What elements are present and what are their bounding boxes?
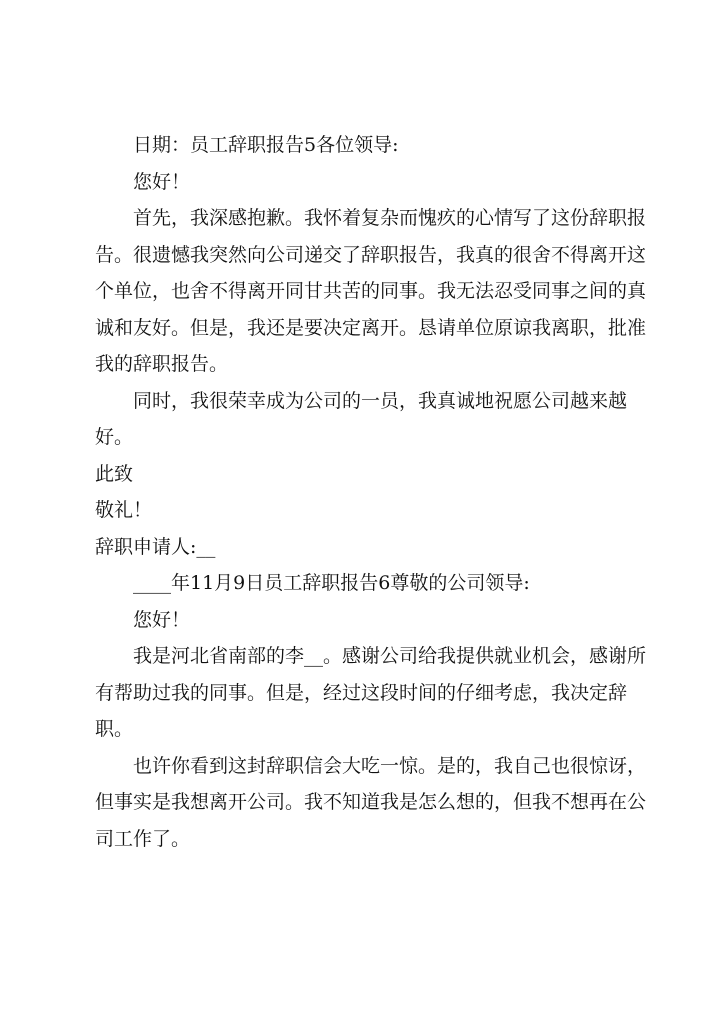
date-heading-line-2: ____年11月9日员工辞职报告6尊敬的公司领导:	[133, 572, 530, 594]
closing-regards: 敬礼！	[95, 499, 153, 521]
body-paragraph-explanation: 也许你看到这封辞职信会大吃一惊。是的，我自己也很惊讶，但事实是我想离开公司。我不知道我是怎么想的，但我不想再在公司工作了。	[95, 754, 647, 850]
document-body	[95, 127, 655, 857]
date-heading-line: 日期：员工辞职报告5各位领导:	[133, 134, 399, 156]
closing-salutation: 此致	[95, 462, 134, 485]
applicant-signature-line: 辞职申请人:__	[95, 535, 216, 558]
body-paragraph-wishes: 同时，我很荣幸成为公司的一员，我真诚地祝愿公司越来越好。	[95, 389, 628, 448]
greeting-2: 您好！	[133, 608, 191, 631]
body-paragraph-introduction: 我是河北省南部的李__。感谢公司给我提供就业机会，感谢所有帮助过我的同事。但是，经过这段时间的仔细考虑，我决定辞职。	[95, 645, 647, 740]
body-paragraph-apology: 首先，我深感抱歉。我怀着复杂而愧疚的心情写了这份辞职报告。很遗憾我突然向公司递交了辞职报告，我真的很舍不得离开这个单位，也舍不得离开同甘共苦的同事。我无法忍受同事之间的真诚和友好。但是，我还是要决定离开。恳请单位原谅我离职，批准我的辞职报告。	[95, 207, 647, 375]
greeting: 您好！	[133, 170, 191, 193]
